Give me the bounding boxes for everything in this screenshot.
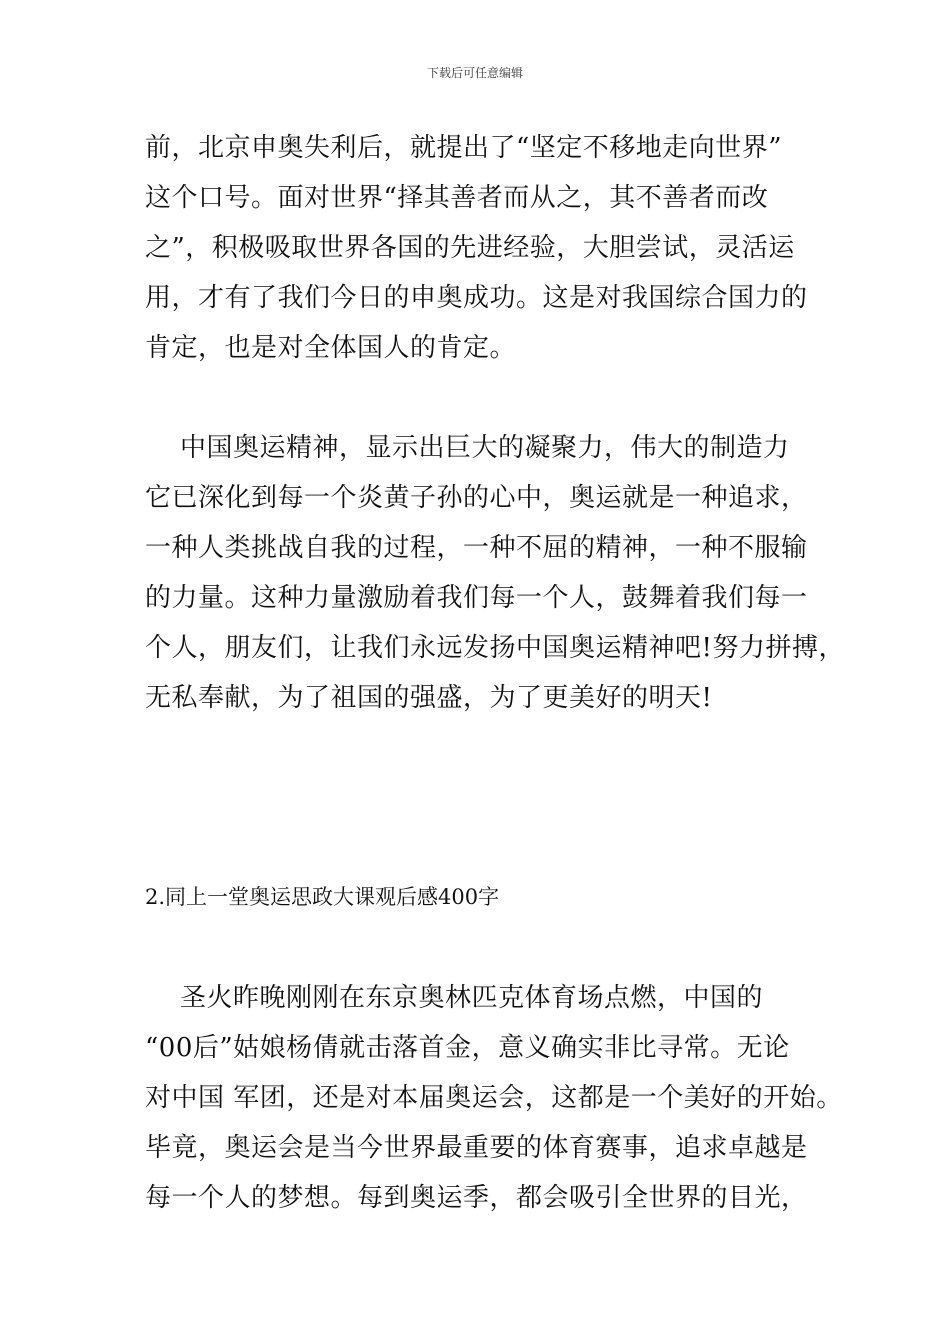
paragraph-1-line-2: 这个口号。面对世界“择其善者而从之，其不善者而改 [145,183,769,213]
paragraph-3-line-5: 每一个人的梦想。每到奥运季，都会吸引全世界的目光， [145,1183,808,1213]
paragraph-2-line-4: 的力量。这种力量激励着我们每一个人，鼓舞着我们每一 [145,583,808,613]
paragraph-2-line-2: 它已深化到每一个炎黄子孙的心中，奥运就是一种追求， [145,483,808,513]
paragraph-3-line-1: 圣火昨晚刚刚在东京奥林匹克体育场点燃，中国的 [145,983,764,1013]
paragraph-1-line-4: 用，才有了我们今日的申奥成功。这是对我国综合国力的 [145,283,808,313]
paragraph-1-line-3: 之”，积极吸取世界各国的先进经验，大胆尝试，灵活运 [145,233,795,263]
page-header: 下载后可任意编辑 [426,66,523,80]
paragraph-2-line-1: 中国奥运精神，显示出巨大的凝聚力，伟大的制造力 [145,433,790,463]
paragraph-3-line-4: 毕竟，奥运会是当今世界最重要的体育赛事，追求卓越是 [145,1133,808,1163]
paragraph-3-line-2: “00后”姑娘杨倩就击落首金，意义确实非比寻常。无论 [145,1033,790,1063]
section-heading: 2.同上一堂奥运思政大课观后感400字 [145,885,500,909]
paragraph-2-line-5: 个人，朋友们，让我们永远发扬中国奥运精神吧!努力拼搏， [145,633,845,663]
paragraph-2-line-3: 一种人类挑战自我的过程，一种不屈的精神，一种不服输 [145,533,808,563]
paragraph-3-line-3: 对中国 军团，还是对本届奥运会，这都是一个美好的开始。 [145,1083,843,1113]
paragraph-1-line-1: 前，北京申奥失利后，就提出了“坚定不移地走向世界” [145,133,783,163]
paragraph-2-line-6: 无私奉献，为了祖国的强盛，为了更美好的明天! [145,683,713,713]
paragraph-1-line-5: 肯定，也是对全体国人的肯定。 [145,333,517,363]
